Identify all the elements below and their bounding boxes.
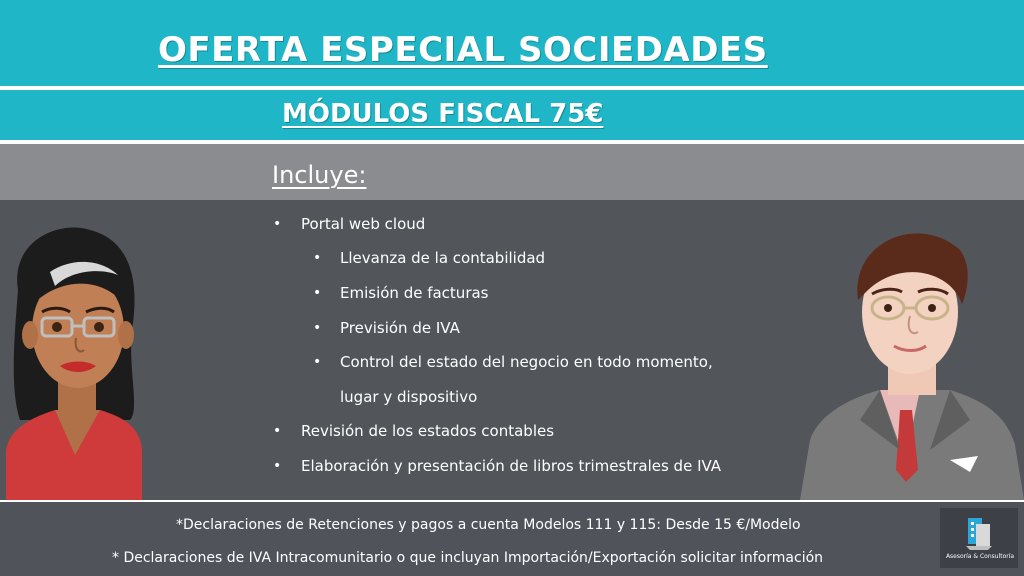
company-logo bbox=[940, 508, 1018, 568]
page-title: OFERTA ESPECIAL SOCIEDADES bbox=[158, 30, 768, 70]
section-heading: Incluye: bbox=[272, 161, 367, 189]
section-band bbox=[0, 144, 1024, 200]
list-item-control-continued: lugar y dispositivo bbox=[340, 388, 478, 406]
footer-note-retenciones: *Declaraciones de Retenciones y pagos a cuenta Modelos 111 y 115: Desde 15 €/Modelo bbox=[176, 517, 801, 533]
bullet-icon: • bbox=[273, 216, 282, 232]
list-item-emision: Emisión de facturas bbox=[340, 284, 489, 302]
list-item-llevanza: Llevanza de la contabilidad bbox=[340, 249, 546, 267]
bullet-icon: • bbox=[313, 354, 322, 370]
list-item-revision: Revisión de los estados contables bbox=[301, 422, 555, 440]
list-item-elaboracion: Elaboración y presentación de libros trimestrales de IVA bbox=[301, 457, 722, 475]
bullet-icon: • bbox=[273, 458, 282, 474]
bullet-icon: • bbox=[273, 423, 282, 439]
man-character bbox=[800, 220, 1024, 500]
woman-character bbox=[0, 220, 150, 502]
bullet-icon: • bbox=[313, 285, 322, 301]
page-subtitle: MÓDULOS FISCAL 75€ bbox=[282, 99, 604, 129]
list-item-prevision: Previsión de IVA bbox=[340, 319, 460, 337]
building-logo-icon bbox=[962, 512, 996, 552]
list-item-portal: Portal web cloud bbox=[301, 215, 426, 233]
bullet-icon: • bbox=[313, 250, 322, 266]
list-item-control: Control del estado del negocio en todo momento, bbox=[340, 353, 713, 371]
logo-text: Asesoría & Consultoría bbox=[945, 553, 1015, 560]
bullet-icon: • bbox=[313, 320, 322, 336]
footer-note-iva: * Declaraciones de IVA Intracomunitario o que incluyan Importación/Exportación solicitar información bbox=[112, 550, 824, 566]
